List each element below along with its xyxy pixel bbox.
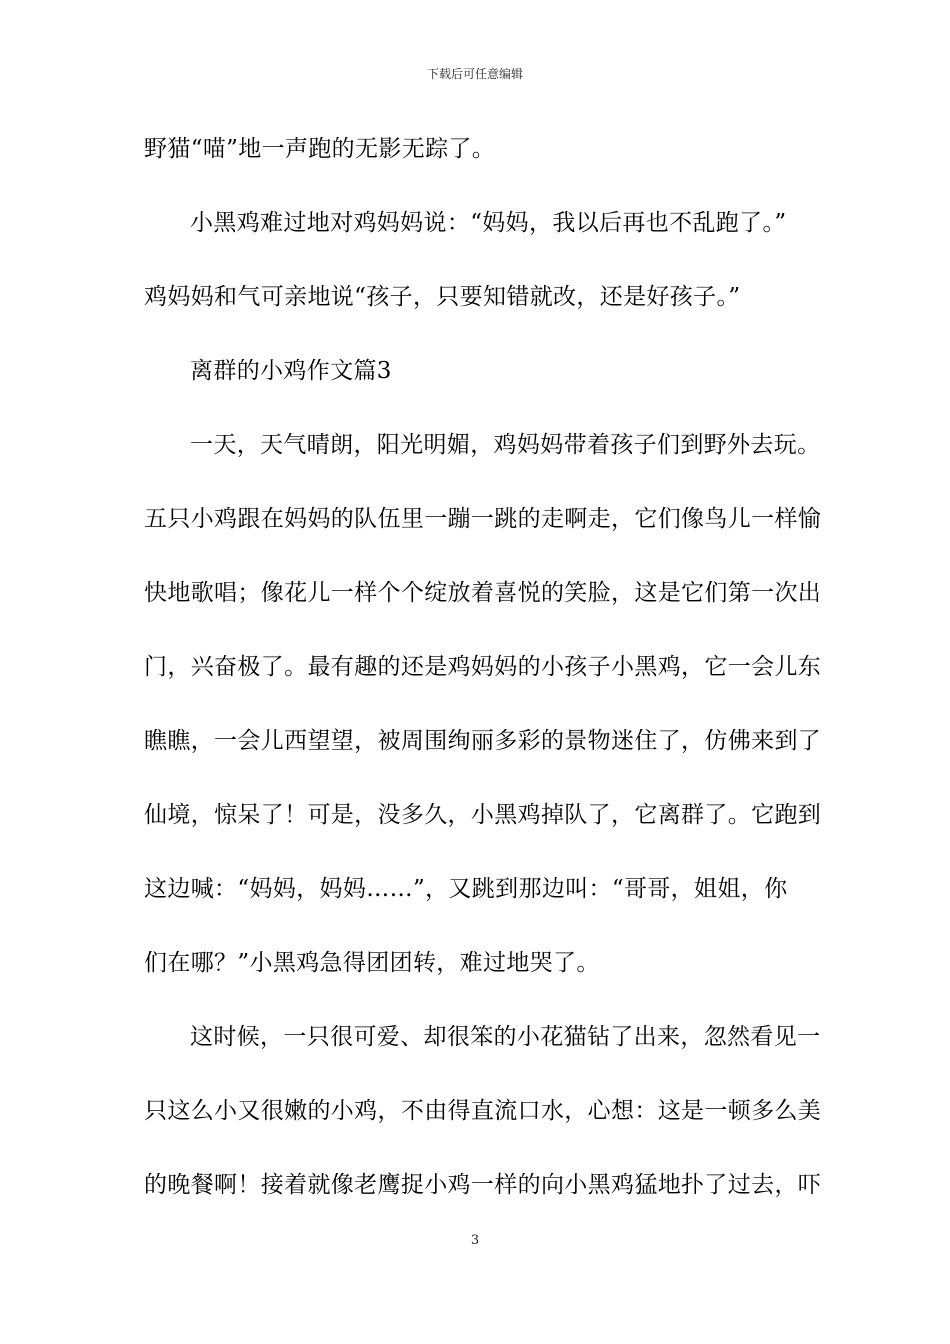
- text-line: 的晚餐啊！接着就像老鹰捉小鸡一样的向小黑鸡猛地扑了过去，吓: [144, 1172, 822, 1198]
- text-line: 们在哪？”小黑鸡急得团团转，难过地哭了。: [144, 950, 600, 976]
- document-body: [144, 126, 822, 1236]
- text-line: 一天，天气晴朗，阳光明媚，鸡妈妈带着孩子们到野外去玩。: [190, 432, 821, 458]
- text-line: 鸡妈妈和气可亲地说“孩子，只要知错就改，还是好孩子。”: [144, 284, 741, 310]
- text-line: 野猫“喵”地一声跑的无影无踪了。: [144, 136, 496, 162]
- text-line: 仙境，惊呆了！可是，没多久，小黑鸡掉队了，它离群了。它跑到: [144, 802, 822, 828]
- text-line: 快地歌唱；像花儿一样个个绽放着喜悦的笑脸，这是它们第一次出: [144, 580, 822, 606]
- text-line: 这边喊：“妈妈，妈妈……”，又跳到那边叫：“哥哥，姐姐，你: [144, 876, 788, 902]
- text-line: 这时候，一只很可爱、却很笨的小花猫钻了出来，忽然看见一: [190, 1024, 821, 1050]
- text-line: 瞧瞧，一会儿西望望，被周围绚丽多彩的景物迷住了，仿佛来到了: [144, 728, 822, 754]
- page-header: 下载后可任意编辑: [426, 67, 523, 81]
- page-number: 3: [470, 1233, 480, 1248]
- text-line: 小黑鸡难过地对鸡妈妈说：“妈妈，我以后再也不乱跑了。”: [190, 210, 787, 236]
- text-line: 五只小鸡跟在妈妈的队伍里一蹦一跳的走啊走，它们像鸟儿一样愉: [144, 506, 822, 532]
- section-heading: 离群的小鸡作文篇3: [190, 358, 392, 384]
- text-line: 只这么小又很嫩的小鸡，不由得直流口水，心想：这是一顿多么美: [144, 1098, 822, 1124]
- text-line: 门，兴奋极了。最有趣的还是鸡妈妈的小孩子小黑鸡，它一会儿东: [144, 654, 822, 680]
